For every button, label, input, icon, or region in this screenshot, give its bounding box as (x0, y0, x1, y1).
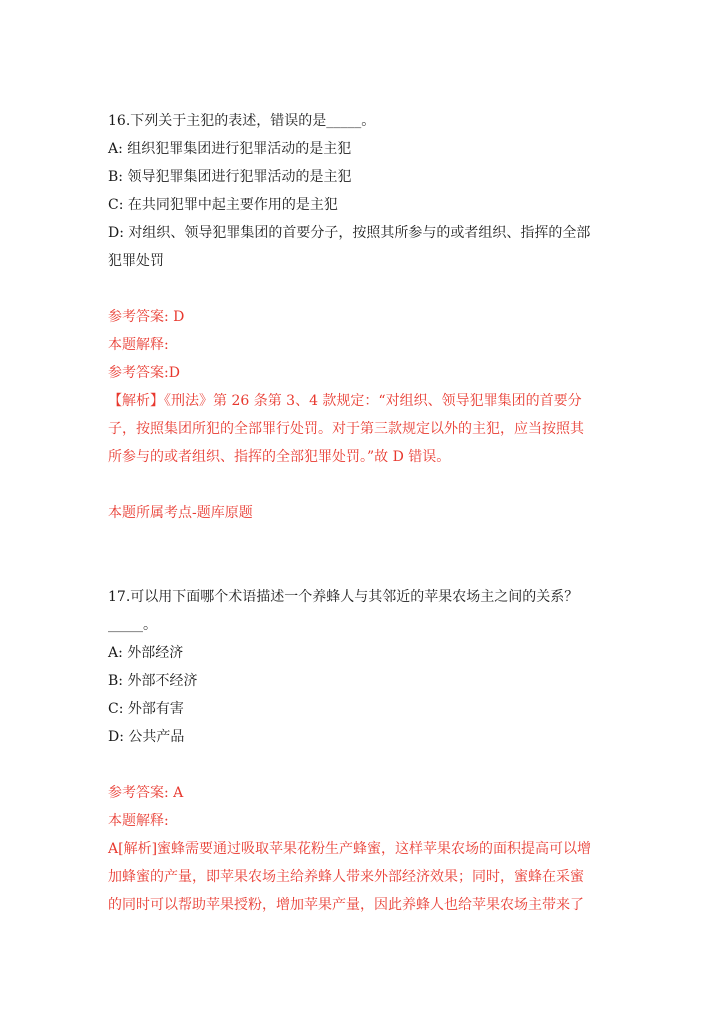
q17-question-blank: _____。 (108, 617, 157, 633)
q16-option-c: C: 在共同犯罪中起主要作用的是主犯 (108, 197, 338, 213)
q16-option-a: A: 组织犯罪集团进行犯罪活动的是主犯 (108, 141, 352, 157)
q16-analysis-line-3: 所参与的或者组织、指挥的全部犯罪处罚。”故 D 错误。 (108, 449, 451, 465)
q16-analysis-line-2: 子，按照集团所犯的全部罪行处罚。对于第三款规定以外的主犯，应当按照其 (108, 421, 584, 437)
q16-source: 本题所属考点-题库原题 (108, 505, 253, 521)
q17-question: 17.可以用下面哪个术语描述一个养蜂人与其邻近的苹果农场主之间的关系？ (108, 589, 579, 605)
q16-option-b: B: 领导犯罪集团进行犯罪活动的是主犯 (108, 169, 352, 185)
q16-analysis-line-1: 【解析】《刑法》第 26 条第 3、4 款规定：“对组织、领导犯罪集团的首要分 (108, 393, 582, 409)
q16-answer-repeat: 参考答案:D (108, 365, 180, 381)
q16-explain-title: 本题解释: (108, 337, 169, 353)
q17-answer: 参考答案: A (108, 785, 184, 801)
q17-analysis-line-2: 加蜂蜜的产量，即苹果农场主给养蜂人带来外部经济效果；同时，蜜蜂在采蜜 (108, 869, 584, 885)
q17-option-b: B: 外部不经济 (108, 673, 198, 689)
q16-option-d: D: 对组织、领导犯罪集团的首要分子，按照其所参与的或者组织、指挥的全部 (108, 225, 591, 241)
q17-explain-title: 本题解释: (108, 813, 169, 829)
q16-option-d-cont: 犯罪处罚 (108, 253, 164, 269)
q17-option-a: A: 外部经济 (108, 645, 184, 661)
q17-analysis-line-1: A[解析]蜜蜂需要通过吸取苹果花粉生产蜂蜜，这样苹果农场的面积提高可以增 (108, 841, 592, 857)
q17-option-d: D: 公共产品 (108, 729, 185, 745)
q17-option-c: C: 外部有害 (108, 701, 184, 717)
q17-analysis-line-3: 的同时可以帮助苹果授粉，增加苹果产量，因此养蜂人也给苹果农场主带来了 (108, 897, 584, 913)
q16-answer: 参考答案: D (108, 309, 185, 325)
q16-question: 16.下列关于主犯的表述，错误的是_____。 (108, 113, 376, 129)
